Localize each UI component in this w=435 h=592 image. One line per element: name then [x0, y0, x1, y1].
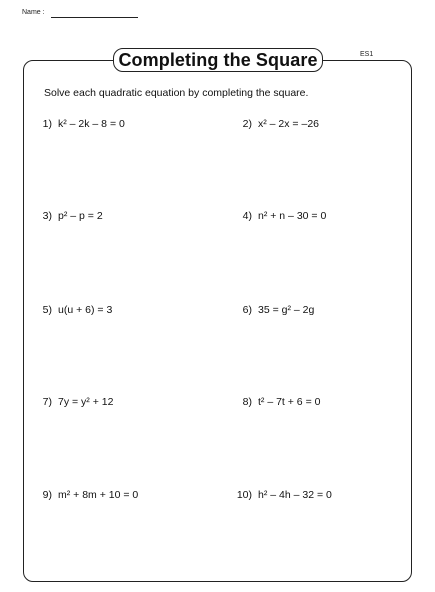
problem-number: 7): [42, 396, 52, 408]
name-underline[interactable]: [51, 17, 138, 18]
problem-6: [224, 303, 414, 319]
problem-number: 9): [42, 489, 52, 501]
problem-equation: k² – 2k – 8 = 0: [58, 118, 125, 130]
worksheet-code: ES1: [360, 51, 374, 58]
problem-number: 6): [242, 304, 252, 316]
title-box: [113, 48, 323, 72]
problem-2: [224, 117, 414, 133]
problem-equation: x² – 2x = –26: [258, 118, 319, 130]
problem-equation: 35 = g² – 2g: [258, 304, 315, 316]
problem-10: [224, 488, 414, 504]
problem-number: 8): [242, 396, 252, 408]
problem-7: [24, 395, 214, 411]
problem-equation: u(u + 6) = 3: [58, 304, 113, 316]
problem-equation: m² + 8m + 10 = 0: [58, 489, 139, 501]
problem-5: [24, 303, 214, 319]
worksheet-title: Completing the Square: [118, 50, 318, 70]
problem-number: 10): [236, 489, 252, 501]
problem-equation: t² – 7t + 6 = 0: [258, 396, 321, 408]
problem-number: 5): [42, 304, 52, 316]
problem-9: [24, 488, 214, 504]
problem-equation: p² – p = 2: [58, 210, 103, 222]
problem-equation: h² – 4h – 32 = 0: [258, 489, 332, 501]
problem-equation: 7y = y² + 12: [58, 396, 114, 408]
problem-number: 3): [42, 210, 52, 222]
instructions: Solve each quadratic equation by completing the square.: [44, 87, 309, 99]
problem-number: 1): [42, 118, 52, 130]
problem-equation: n² + n – 30 = 0: [258, 210, 327, 222]
problem-4: [224, 209, 414, 225]
problem-number: 2): [242, 118, 252, 130]
problem-number: 4): [242, 210, 252, 222]
problem-8: [224, 395, 414, 411]
problem-1: [24, 117, 214, 133]
problem-3: [24, 209, 214, 225]
name-field[interactable]: [22, 8, 142, 22]
name-label: Name :: [22, 9, 45, 16]
